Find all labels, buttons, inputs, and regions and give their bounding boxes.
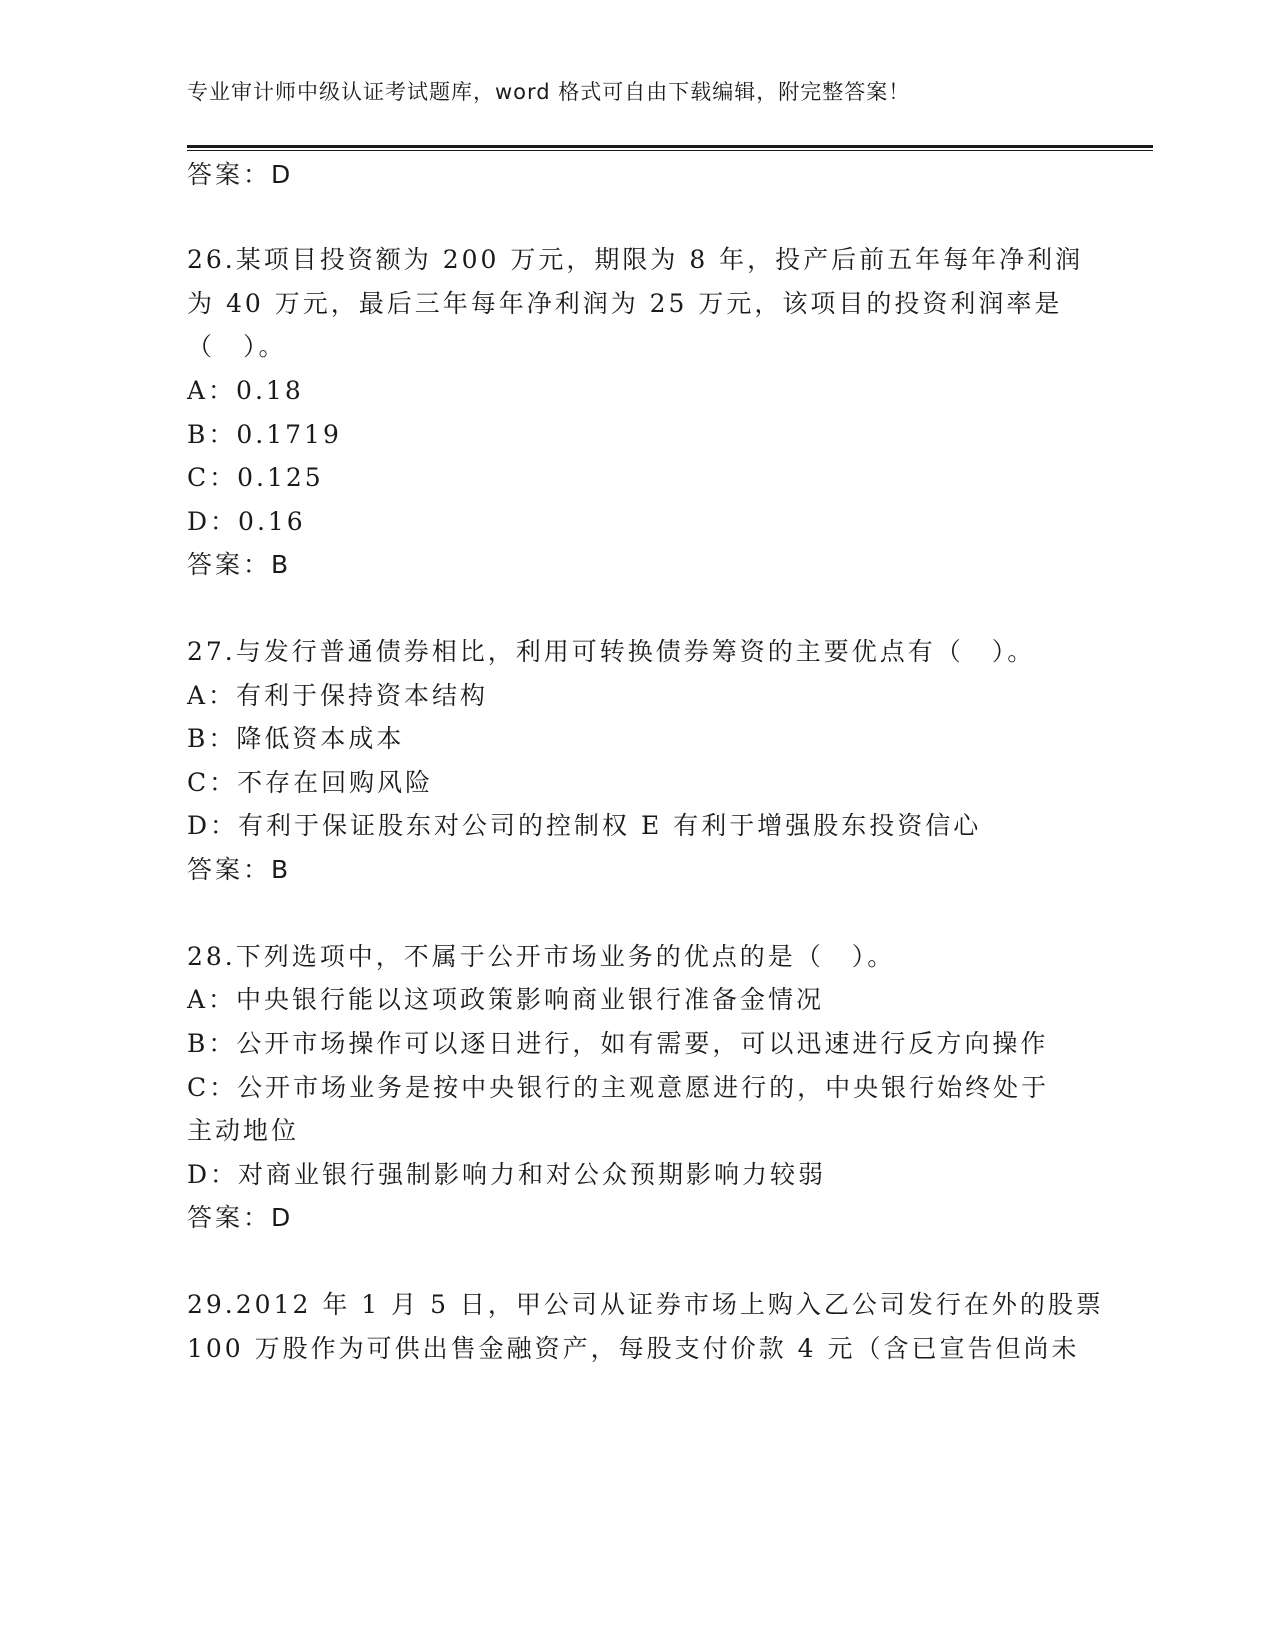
q26-option-c: C：0.125 (187, 463, 324, 492)
q29-stem-line-1: 29.2012 年 1 月 5 日，甲公司从证券市场上购入乙公司发行在外的股票 (187, 1290, 1104, 1319)
q28-option-d: D：对商业银行强制影响力和对公众预期影响力较弱 (187, 1160, 827, 1189)
q27-stem-line-1: 27.与发行普通债券相比，利用可转换债券筹资的主要优点有（ ）。 (187, 637, 1036, 666)
q28-option-b: B：公开市场操作可以逐日进行，如有需要，可以迅速进行反方向操作 (187, 1029, 1049, 1058)
q26-option-a: A：0.18 (187, 376, 304, 405)
page-header: 专业审计师中级认证考试题库，word 格式可自由下载编辑，附完整答案！ (187, 80, 911, 104)
q28-option-a: A：中央银行能以这项政策影响商业银行准备金情况 (187, 985, 825, 1014)
q27-option-a: A：有利于保持资本结构 (187, 681, 489, 710)
q29-stem-line-2: 100 万股作为可供出售金融资产，每股支付价款 4 元（含已宣告但尚未 (187, 1334, 1080, 1363)
q28-stem-line-1: 28.下列选项中，不属于公开市场业务的优点的是（ ）。 (187, 942, 896, 971)
header-rule-thin (187, 150, 1153, 151)
q28-option-c-line-1: C：公开市场业务是按中央银行的主观意愿进行的，中央银行始终处于 (187, 1073, 1050, 1102)
q28-answer: 答案：D (187, 1203, 294, 1232)
q26-stem-line-3: （ ）。 (187, 332, 287, 361)
q26-answer: 答案：B (187, 550, 292, 579)
answer-prev: 答案：D (187, 160, 294, 189)
q26-option-d: D：0.16 (187, 507, 306, 536)
q27-option-c: C：不存在回购风险 (187, 768, 434, 797)
q26-option-b: B：0.1719 (187, 420, 342, 449)
q27-option-b: B：降低资本成本 (187, 724, 405, 753)
q28-option-c-line-2: 主动地位 (187, 1116, 300, 1145)
header-rule-thick (187, 145, 1153, 148)
q26-stem-line-2: 为 40 万元，最后三年每年净利润为 25 万元，该项目的投资利润率是 (187, 289, 1063, 318)
q27-option-d: D：有利于保证股东对公司的控制权 E 有利于增强股东投资信心 (187, 811, 982, 840)
q27-answer: 答案：B (187, 855, 292, 884)
q26-stem-line-1: 26.某项目投资额为 200 万元，期限为 8 年，投产后前五年每年净利润 (187, 245, 1084, 274)
